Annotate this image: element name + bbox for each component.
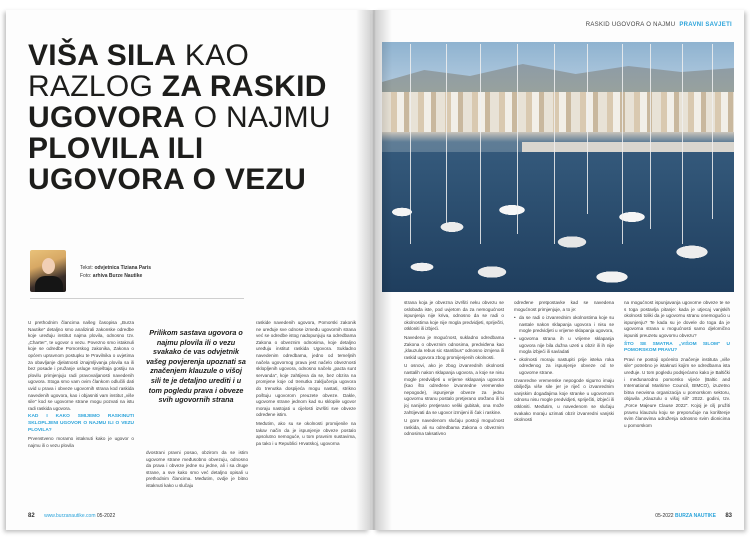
photo-mast [712, 44, 713, 219]
left-column-2 [146, 450, 248, 510]
conditions-list [514, 315, 614, 376]
photo-mast [480, 44, 481, 244]
marina-photo [382, 42, 734, 292]
article-headline [28, 40, 358, 195]
magazine-spread [6, 10, 744, 530]
headline-part-3: ZA RASKID UGOVORA [28, 70, 327, 134]
list-item: • da se radi o izvanrednim okolnostima koje su nastale nakon sklapanja ugovora i nisu se mogle predvidjeti u vrijeme sklapanja ugovora, [514, 315, 614, 335]
website-link[interactable]: www.burzanautike.com [44, 513, 96, 519]
issue-label-left: 05-2022 [96, 513, 116, 519]
paragraph: U gore navedenom slučaju postoji mogućnost raskida, ali su odredbama Zakona o obveznim odnosima taksativno [404, 418, 504, 437]
section-label-topic: RASKID UGOVORA O NAJMU [585, 22, 676, 28]
photo-mast [517, 44, 518, 234]
right-column-1 [404, 300, 504, 510]
page-number-right: 83 [725, 513, 732, 519]
section-label-category: PRAVNI SAVJETI [679, 22, 732, 28]
photo-mast [622, 44, 623, 244]
paragraph: U osnovi, ako je zbog izvanrednih okolnosti nastalih nakon sklapanja ugovora, a koje se nisu mogle predvidjeti u vrijeme sklapanja ugovora (kao što određene izvanredne vremenske nepogode), ispunjenje obveze za jednu ugovornu stranu postalo pretjerano otežano ili bi joj nanijelo pretjerano veliki gubitak, ona može zahtijevati da se ugovor izmijeni ili čak i raskine. [404, 363, 504, 415]
photo-mast [410, 44, 411, 244]
right-page [374, 10, 744, 530]
text-credit-value: odvjetnica Tiziana Paris [94, 265, 152, 271]
paragraph: na mogućnost ispunjavanja ugovorne obveze te se s toga postavlja pitanje: kada je utjecaj vanjskih okolnosti toliki da je ugovornu stranu onemogućio u ispunjenju? Te kada su je dovele do toga da je ugovorna strana u mogućnosti samo djelomično ispuniti preuzetu ugovornu obvezu? [624, 300, 730, 338]
photo-credit-value: arhiva Burze Nautike [92, 273, 143, 279]
author-photo [30, 250, 66, 292]
section-subhead: KAD I KAKO SMIJEMO RASKINUTI SKLOPLJENI UGOVOR O NAJMU ILI O VEZU PLOVILA? [28, 414, 134, 433]
photo-mast [554, 44, 555, 244]
article-credits [80, 264, 151, 280]
list-item: • ugovorna strana ih u vrijeme sklapanja ugovora nije bila dužna uzeti u obzir ili ih nije mogla izbjeći ili savladati [514, 336, 614, 356]
right-page-footer [655, 513, 732, 519]
right-column-3 [624, 300, 730, 510]
paragraph: određene pretpostavke kad se navedena mogućnost primjenjuje, a to je: [514, 300, 614, 312]
paragraph: Prvenstveno moramo istaknuti kako je ugovor o najmu ili o vezu plovila [28, 436, 134, 448]
headline-part-2: KAO RAZLOG [28, 39, 250, 103]
left-page [6, 10, 370, 530]
paragraph: Pravi ne postoji općenito značenje instituta „više sile" potrebno je istaknuti kojim se odredbama ista uređuje. U tom pogledu podsjećamo kako je Baltički i međunarodno pomorsko vijeće (Baltic and International Maritime Council, BIMCO), izuzetno bitna neovisna organizacija u pomorskom sektoru, objavila „Klauzulu o višoj sili" 2022. godini, tzv. „Force Majeure Clause 2022". Kojoj je cilj pružiti pravnu klauzulu koju se preporučuje na korištenje svim članovima udruženja odnosno svim dionicima u pomorskom [624, 356, 730, 428]
photo-mast [650, 44, 651, 229]
page-number-left: 82 [28, 513, 35, 519]
text-credit-label: Tekst: [80, 265, 94, 271]
right-column-2 [514, 300, 614, 510]
author-face [42, 258, 55, 274]
left-column-1 [28, 320, 134, 510]
section-label [586, 22, 732, 28]
paragraph: U prethodnim člancima našeg časopisa „Burza Nautike" detaljno smo analizirali zakonske odredbe koje uređuju institut najma plovila, odnosno tzv. „Charter", te ugovor o vezu. Povezno smo istaknuli koje se odredbe Pomorskog zakonika, Zakona o općem upravnom postupku te Pravilnika o uvjetima za obavljanje djelatnosti iznajmljivanja plovila sa ili bez posade i pružanje usluge smještaja gostiju na plovilu primjenjuju radi pravovaljanosti navedenih ugovora. Stoga smo vam ovim člankom odlučili dati uvid u prava i obveze ugovornih strana kod raskida navedenih ugovora, kao i objasniti vam institut „više sile" kod se ugovorne strane mogu pozvati na istu radi raskida ugovora. [28, 320, 134, 411]
paragraph: strana koja je obvezna izvršiti neku obvezu se oslobađa iste, pod uvjetom da za nemogućnost ispunjenja nije kriva, odnosno da se radi o okolnostima koje nije mogla predvidjeti, spriječiti, otkloniti ili izbjeći. [404, 300, 504, 332]
paragraph: Navedena je mogućnost, sukladno odredbama Zakona o obveznim odnosima, predviđena kao „klauzula rebus sic stantibus" odnosno izmjena ili raskid ugovora zbog promijenjenih okolnosti. [404, 334, 504, 360]
issue-label-right: 05-2022 [655, 513, 674, 519]
photo-mast [446, 44, 447, 224]
paragraph: Međutim, ako su se okolnosti promijenile na takav način da je ispunjenje obveze postalo apsolutno nemoguće, u tom pravnim sustavima, pa tako i u Republici Hrvatskoj, ugovorna [256, 420, 356, 446]
credits-divider [30, 298, 244, 299]
photo-mast [587, 44, 588, 214]
paragraph: raskide navedenih ugovora, Pomorski zakonik ne uređuje sve odnose između ugovornih strana već se odredbe istog nadopunjuju sa odredbama Zakona o obveznim odnosima, koje detaljno uređuju institut raskida Ugovora. Sukladno navedenim odredbama, jedno od temeljnih načela ugovornog prava jest načelo obveznosti sklopljenih ugovora, odnosno načelo „pacta sunt servanda", koje zahtijeva da se, bez obzira na promjene koje od trenutka zaključenja ugovora do trenutka dospijeća mogu nastati, strikno poštuju ugovorom preuzete obveze. Dakle, ugovorne strane jednom kad su sklopile ugovor moraju nastojati u cijelosti izvršiti sve obveze određene istim. [256, 320, 356, 418]
paragraph: dvostrani pravni posao, obzirom da se istim ugovorne strane međusobno obvezuju, odnosno da prava i obveze jedne su jedne, ali i sa druge strane, a sve kako smo već detaljno opisali u prethodnim člancima. Međutim, ovdje je bitno istaknuti kako u slučaju [146, 450, 248, 488]
brand-name: BURZA NAUTIKE [674, 513, 716, 519]
headline-part-4: O NAJMU [185, 101, 331, 134]
pull-quote: Prilikom sastava ugovora o najmu plovila ili o vezu svakako će vas odvjetnik vašeg povjerenja upoznati sa značenjem klauzule o višoj sili te je detaljno urediti i u tom pogledu prava i obveze svih ugovornih strana [146, 328, 246, 405]
photo-mast [682, 44, 683, 244]
photo-credit-label: Foto: [80, 273, 92, 279]
left-page-footer [28, 513, 115, 519]
list-item: • okolnosti moraju nastupiti prije isteka roka određenog za ispunjenje obveze od te ugovorne strane. [514, 357, 614, 377]
section-subhead: ŠTO SE SMATRA „VIŠOM SILOM" U POMORSKOM PRAVU? [624, 341, 730, 354]
headline-part-5: PLOVILA ILI UGOVORA O VEZU [28, 132, 307, 196]
left-column-3 [256, 320, 356, 510]
headline-part-1: VIŠA SILA [28, 39, 177, 72]
paragraph: Izvanredne vremenske nepogode sigurno imaju obilježja više sile jer je riječ o izvanrednim vanjskim događajima koje stranke u ugovornom odnosu nisu mogle predvidjeti, spriječiti, izbjeći ili otkloniti. Međutim, u navedenom se slučaju svakako moraju uzimati obzir izvanredni vanjski okolnosti [514, 377, 614, 423]
author-body [35, 276, 63, 292]
